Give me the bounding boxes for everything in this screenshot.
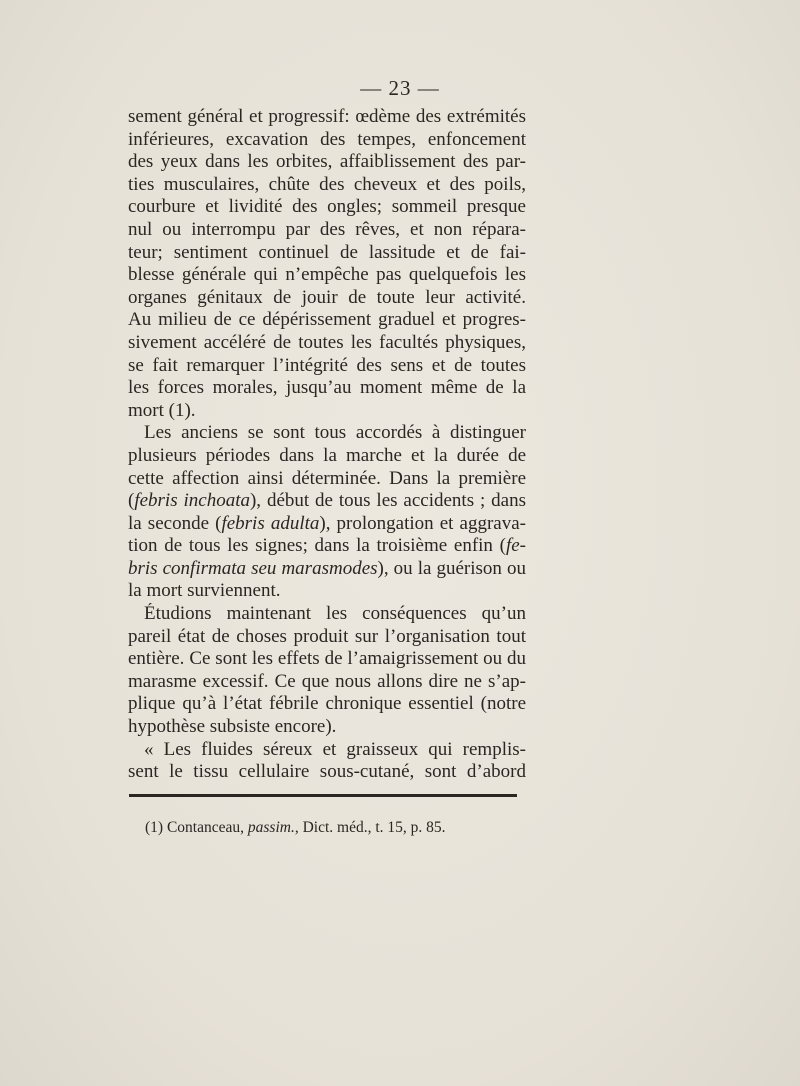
text-line: se fait remarquer l’intégrité des sens et de toutes [128,354,526,376]
text-line: inférieures, excavation des tempes, enfoncement [128,128,526,150]
text-line: tion de tous les signes; dans la troisième enfin (fe- [128,535,526,557]
text-line: bris confirmata seu marasmodes), ou la guérison ou [128,557,526,579]
text-line: nul ou interrompu par des rêves, et non répara- [128,218,526,240]
text-line: organes génitaux de jouir de toute leur activité. [128,286,526,308]
text-line: hypothèse subsiste encore). [128,716,337,738]
text-line: pareil état de choses produit sur l’organisation tout [128,625,526,647]
text-line: « Les fluides séreux et graisseux qui remplis- [144,738,526,760]
footnote-rule [129,794,517,797]
text-line: sivement accéléré de toutes les facultés physiques, [128,331,526,353]
text-line: sement général et progressif: œdème des extrémités [128,106,526,127]
body-text [128,106,526,784]
text-line: sent le tissu cellulaire sous-cutané, sont d’abord [128,761,526,783]
page-number: — 23 — [360,76,440,100]
footnote: (1) Contanceau, passim., Dict. méd., t. 15, p. 85. [145,819,446,836]
text-line: Les anciens se sont tous accordés à distinguer [144,422,526,444]
text-line: ties musculaires, chûte des cheveux et des poils, [128,173,526,195]
text-line: plique qu’à l’état fébrile chronique essentiel (notre [128,693,526,715]
text-line: marasme excessif. Ce que nous allons dire ne s’ap- [128,670,526,692]
text-line: la seconde (febris adulta), prolongation et aggrava- [128,512,526,534]
text-line: mort (1). [128,399,196,421]
text-line: plusieurs périodes dans la marche et la durée de [128,444,526,466]
text-line: teur; sentiment continuel de lassitude et de fai- [128,241,526,263]
text-line: entière. Ce sont les effets de l’amaigrissement ou du [128,648,526,670]
text-line: Au milieu de ce dépérissement graduel et progres- [128,309,526,331]
text-line: Étudions maintenant les conséquences qu’un [144,603,526,625]
text-line: la mort surviennent. [128,580,281,602]
text-line: (febris inchoata), début de tous les accidents ; dans [128,490,526,512]
text-line: des yeux dans les orbites, affaiblissement des par- [128,151,526,173]
text-line: les forces morales, jusqu’au moment même de la [128,377,526,399]
text-line: blesse générale qui n’empêche pas quelquefois les [128,264,526,286]
text-line: cette affection ainsi déterminée. Dans la première [128,467,526,489]
text-line: courbure et lividité des ongles; sommeil presque [128,196,526,218]
